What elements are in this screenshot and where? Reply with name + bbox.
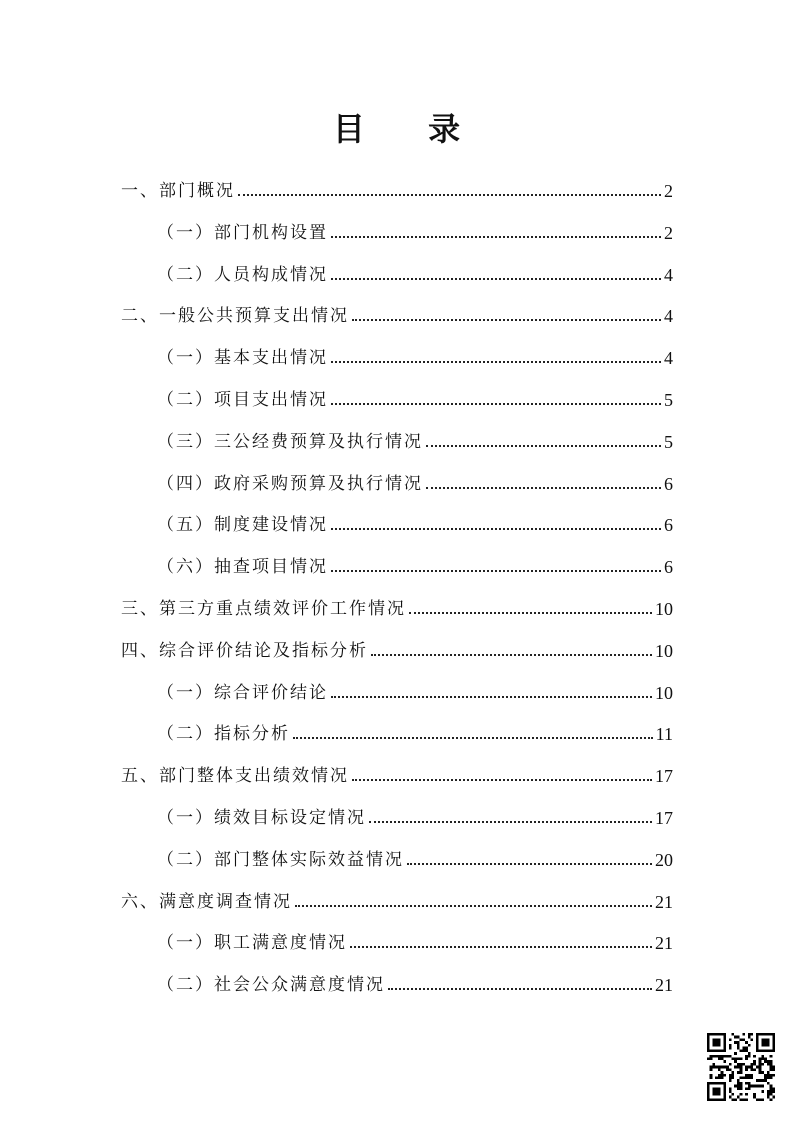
toc-dot-leader — [409, 612, 652, 614]
toc-entry[interactable] — [121, 745, 673, 786]
toc-entry-label: （二）项目支出情况 — [157, 390, 328, 410]
toc-entry-label: （二）人员构成情况 — [157, 264, 328, 285]
toc-dot-leader — [238, 194, 661, 196]
toc-page-number: 17 — [655, 808, 673, 828]
toc-dot-leader — [331, 403, 661, 405]
toc-dot-leader — [350, 946, 652, 948]
toc-dot-leader — [331, 696, 652, 698]
toc-entry-label: （一）基本支出情况 — [157, 348, 328, 369]
toc-entry[interactable] — [157, 494, 673, 535]
toc-page-number: 4 — [664, 264, 673, 285]
toc-dot-leader — [331, 361, 661, 363]
toc-entry-label: 三、第三方重点绩效评价工作情况 — [121, 599, 406, 619]
toc-page-number: 10 — [655, 682, 673, 703]
toc-entry-label: （二）部门整体实际效益情况 — [157, 849, 404, 870]
toc-entry-label: 四、综合评价结论及指标分析 — [121, 640, 368, 661]
toc-page-number: 10 — [655, 599, 673, 619]
qr-code-icon — [707, 1033, 775, 1101]
toc-entry[interactable] — [157, 703, 673, 744]
toc-entry-label: （五）制度建设情况 — [157, 515, 328, 536]
toc-page-number: 2 — [664, 222, 673, 243]
toc-entry[interactable] — [121, 578, 673, 619]
toc-entry-label: （四）政府采购预算及执行情况 — [157, 473, 423, 494]
toc-entry[interactable] — [157, 453, 673, 494]
toc-page-number: 21 — [655, 891, 673, 912]
toc-entry[interactable] — [157, 662, 673, 703]
toc-dot-leader — [331, 570, 661, 572]
toc-page-number: 4 — [664, 348, 673, 369]
toc-entry[interactable] — [157, 411, 673, 452]
toc-page-number: 10 — [655, 640, 673, 661]
toc-page-number: 21 — [655, 975, 673, 996]
toc-dot-leader — [369, 821, 652, 823]
toc-entry-label: 五、部门整体支出绩效情况 — [121, 766, 349, 787]
toc-dot-leader — [407, 863, 652, 865]
toc-dot-leader — [295, 905, 652, 907]
toc-entry[interactable] — [121, 160, 673, 201]
toc-entry[interactable] — [121, 620, 673, 661]
toc-page-number: 4 — [664, 306, 673, 327]
toc-entry-label: 六、满意度调查情况 — [121, 891, 292, 912]
toc-dot-leader — [388, 988, 652, 990]
toc-dot-leader — [426, 445, 661, 447]
toc-page-number: 6 — [664, 515, 673, 536]
toc-dot-leader — [352, 319, 661, 321]
toc-page-number: 6 — [664, 557, 673, 578]
toc-page-number: 21 — [655, 933, 673, 954]
toc-entry[interactable] — [157, 954, 673, 995]
toc-page-number: 11 — [655, 724, 673, 745]
toc-dot-leader — [293, 737, 653, 739]
toc-page-number: 20 — [655, 849, 673, 870]
toc-entry-label: （一）综合评价结论 — [157, 682, 328, 703]
toc-entry[interactable] — [121, 285, 673, 326]
toc-entry-label: （一）绩效目标设定情况 — [157, 808, 366, 828]
toc-entry[interactable] — [157, 369, 673, 410]
toc-entry[interactable] — [157, 829, 673, 870]
toc-page-number: 5 — [664, 390, 673, 410]
toc-entry-label: （六）抽查项目情况 — [157, 557, 328, 578]
toc-entry[interactable] — [157, 787, 673, 828]
toc-entry-label: （三）三公经费预算及执行情况 — [157, 431, 423, 452]
toc-entry-label: （二）指标分析 — [157, 724, 290, 745]
page-title: 目 录 — [332, 110, 487, 148]
toc-dot-leader — [331, 528, 661, 530]
toc-dot-leader — [352, 779, 652, 781]
toc-dot-leader — [371, 654, 652, 656]
toc-entry-label: （一）部门机构设置 — [157, 222, 328, 243]
toc-entry-label: （一）职工满意度情况 — [157, 933, 347, 954]
toc-page-number: 5 — [664, 431, 673, 452]
toc-entry[interactable] — [157, 202, 673, 243]
toc-entry-label: 一、部门概况 — [121, 181, 235, 201]
toc-dot-leader — [331, 278, 661, 280]
toc-entry[interactable] — [121, 871, 673, 912]
toc-entry[interactable] — [157, 912, 673, 953]
toc-entry[interactable] — [157, 327, 673, 368]
toc-page-number: 2 — [664, 181, 673, 201]
toc-dot-leader — [426, 487, 661, 489]
toc-dot-leader — [331, 236, 661, 238]
toc-entry-label: 二、一般公共预算支出情况 — [121, 306, 349, 327]
toc-entry[interactable] — [157, 244, 673, 285]
toc-page-number: 17 — [655, 766, 673, 787]
toc-page-number: 6 — [664, 473, 673, 494]
toc-entry[interactable] — [157, 536, 673, 577]
toc-entry-label: （二）社会公众满意度情况 — [157, 975, 385, 996]
